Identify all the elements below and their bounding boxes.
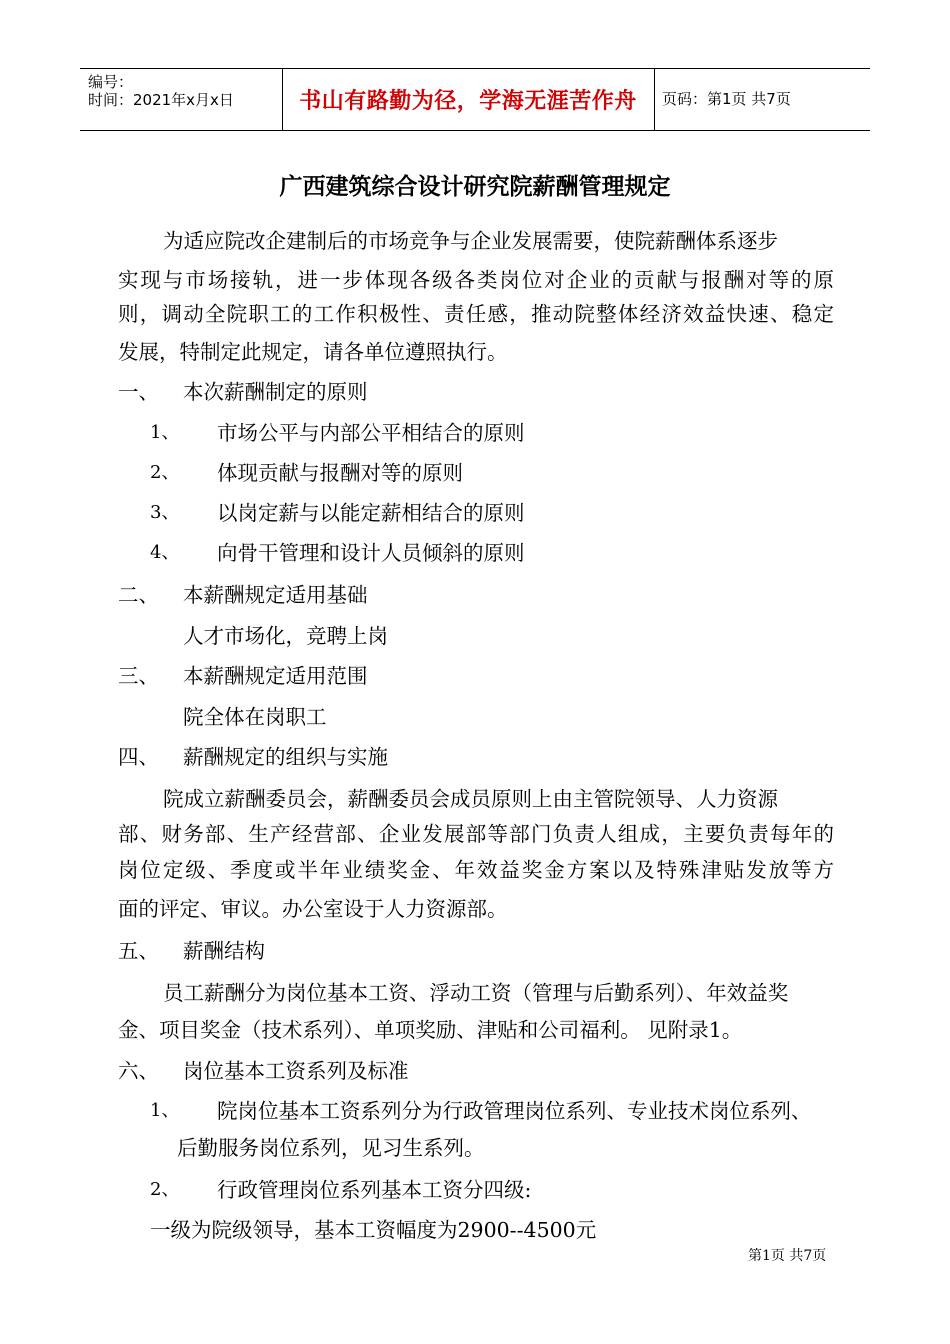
- list-item: 以岗定薪与以能定薪相结合的原则: [217, 501, 525, 525]
- list-item: 体现贡献与报酬对等的原则: [217, 461, 463, 485]
- page-footer: 第1页 共7页: [748, 1248, 827, 1264]
- intro-line: 为适应院改企建制后的市场竞争与企业发展需要，使院薪酬体系逐步: [163, 229, 778, 253]
- section-5-body-line: 金、项目奖金（技术系列）、单项奖励、津贴和公司福利。 见附录1。: [118, 1018, 743, 1042]
- section-6-item-line: 行政管理岗位系列基本工资分四级:: [217, 1178, 532, 1202]
- document-number-label: 编号：: [88, 73, 134, 91]
- header-meta: [88, 73, 234, 109]
- list-item-number: 3、: [150, 502, 180, 523]
- section-4-body-line: 岗位定级、季度或半年业绩奖金、年效益奖金方案以及特殊津贴发放等方: [118, 858, 834, 882]
- section-5-heading: 薪酬结构: [183, 939, 265, 963]
- section-4-number: 四、: [118, 745, 159, 769]
- section-2-body: 人才市场化，竞聘上岗: [183, 624, 388, 648]
- list-item-number: 2、: [150, 1179, 180, 1200]
- section-6-number: 六、: [118, 1059, 159, 1083]
- section-4-body-line: 院成立薪酬委员会，薪酬委员会成员原则上由主管院领导、人力资源: [163, 787, 778, 811]
- section-6-heading: 岗位基本工资系列及标准: [183, 1059, 409, 1083]
- list-item-number: 1、: [150, 1100, 180, 1121]
- section-1-heading: 本次薪酬制定的原则: [183, 380, 368, 404]
- page-title: 广西建筑综合设计研究院薪酬管理规定: [279, 174, 671, 200]
- section-3-heading: 本薪酬规定适用范围: [183, 664, 368, 688]
- section-5-number: 五、: [118, 939, 159, 963]
- section-1-number: 一、: [118, 380, 159, 404]
- intro-line: 实现与市场接轨，进一步体现各级各类岗位对企业的贡献与报酬对等的原: [118, 268, 834, 292]
- section-4-heading: 薪酬规定的组织与实施: [183, 745, 388, 769]
- list-item: 向骨干管理和设计人员倾斜的原则: [217, 541, 525, 565]
- list-item-number: 1、: [150, 422, 180, 443]
- list-item-number: 2、: [150, 462, 180, 483]
- list-item-number: 4、: [150, 542, 180, 563]
- section-2-heading: 本薪酬规定适用基础: [183, 583, 368, 607]
- list-item: 市场公平与内部公平相结合的原则: [217, 421, 525, 445]
- section-3-number: 三、: [118, 664, 159, 688]
- document-header: [80, 68, 870, 131]
- document-time-label: 时间：2021年x月x日: [88, 91, 234, 109]
- intro-line: 发展，特制定此规定，请各单位遵照执行。: [118, 340, 508, 364]
- section-4-body-line: 面的评定、审议。办公室设于人力资源部。: [118, 897, 508, 921]
- section-6-item-line: 后勤服务岗位系列，见习生系列。: [177, 1136, 485, 1160]
- section-4-body-line: 部、财务部、生产经营部、企业发展部等部门负责人组成，主要负责每年的: [118, 822, 834, 846]
- header-page-info: 页码：第1页 共7页: [662, 90, 791, 108]
- section-6-item-line: 院岗位基本工资系列分为行政管理岗位系列、专业技术岗位系列、: [217, 1099, 812, 1123]
- section-3-body: 院全体在岗职工: [183, 705, 327, 729]
- header-divider: [654, 69, 655, 130]
- salary-level-line: 一级为院级领导，基本工资幅度为2900--4500元: [150, 1218, 597, 1242]
- intro-line: 则，调动全院职工的工作积极性、责任感，推动院整体经济效益快速、稳定: [118, 302, 834, 326]
- section-2-number: 二、: [118, 583, 159, 607]
- section-5-body-line: 员工薪酬分为岗位基本工资、浮动工资（管理与后勤系列）、年效益奖: [163, 981, 789, 1005]
- header-motto: 书山有路勤为径，学海无涯苦作舟: [299, 89, 637, 114]
